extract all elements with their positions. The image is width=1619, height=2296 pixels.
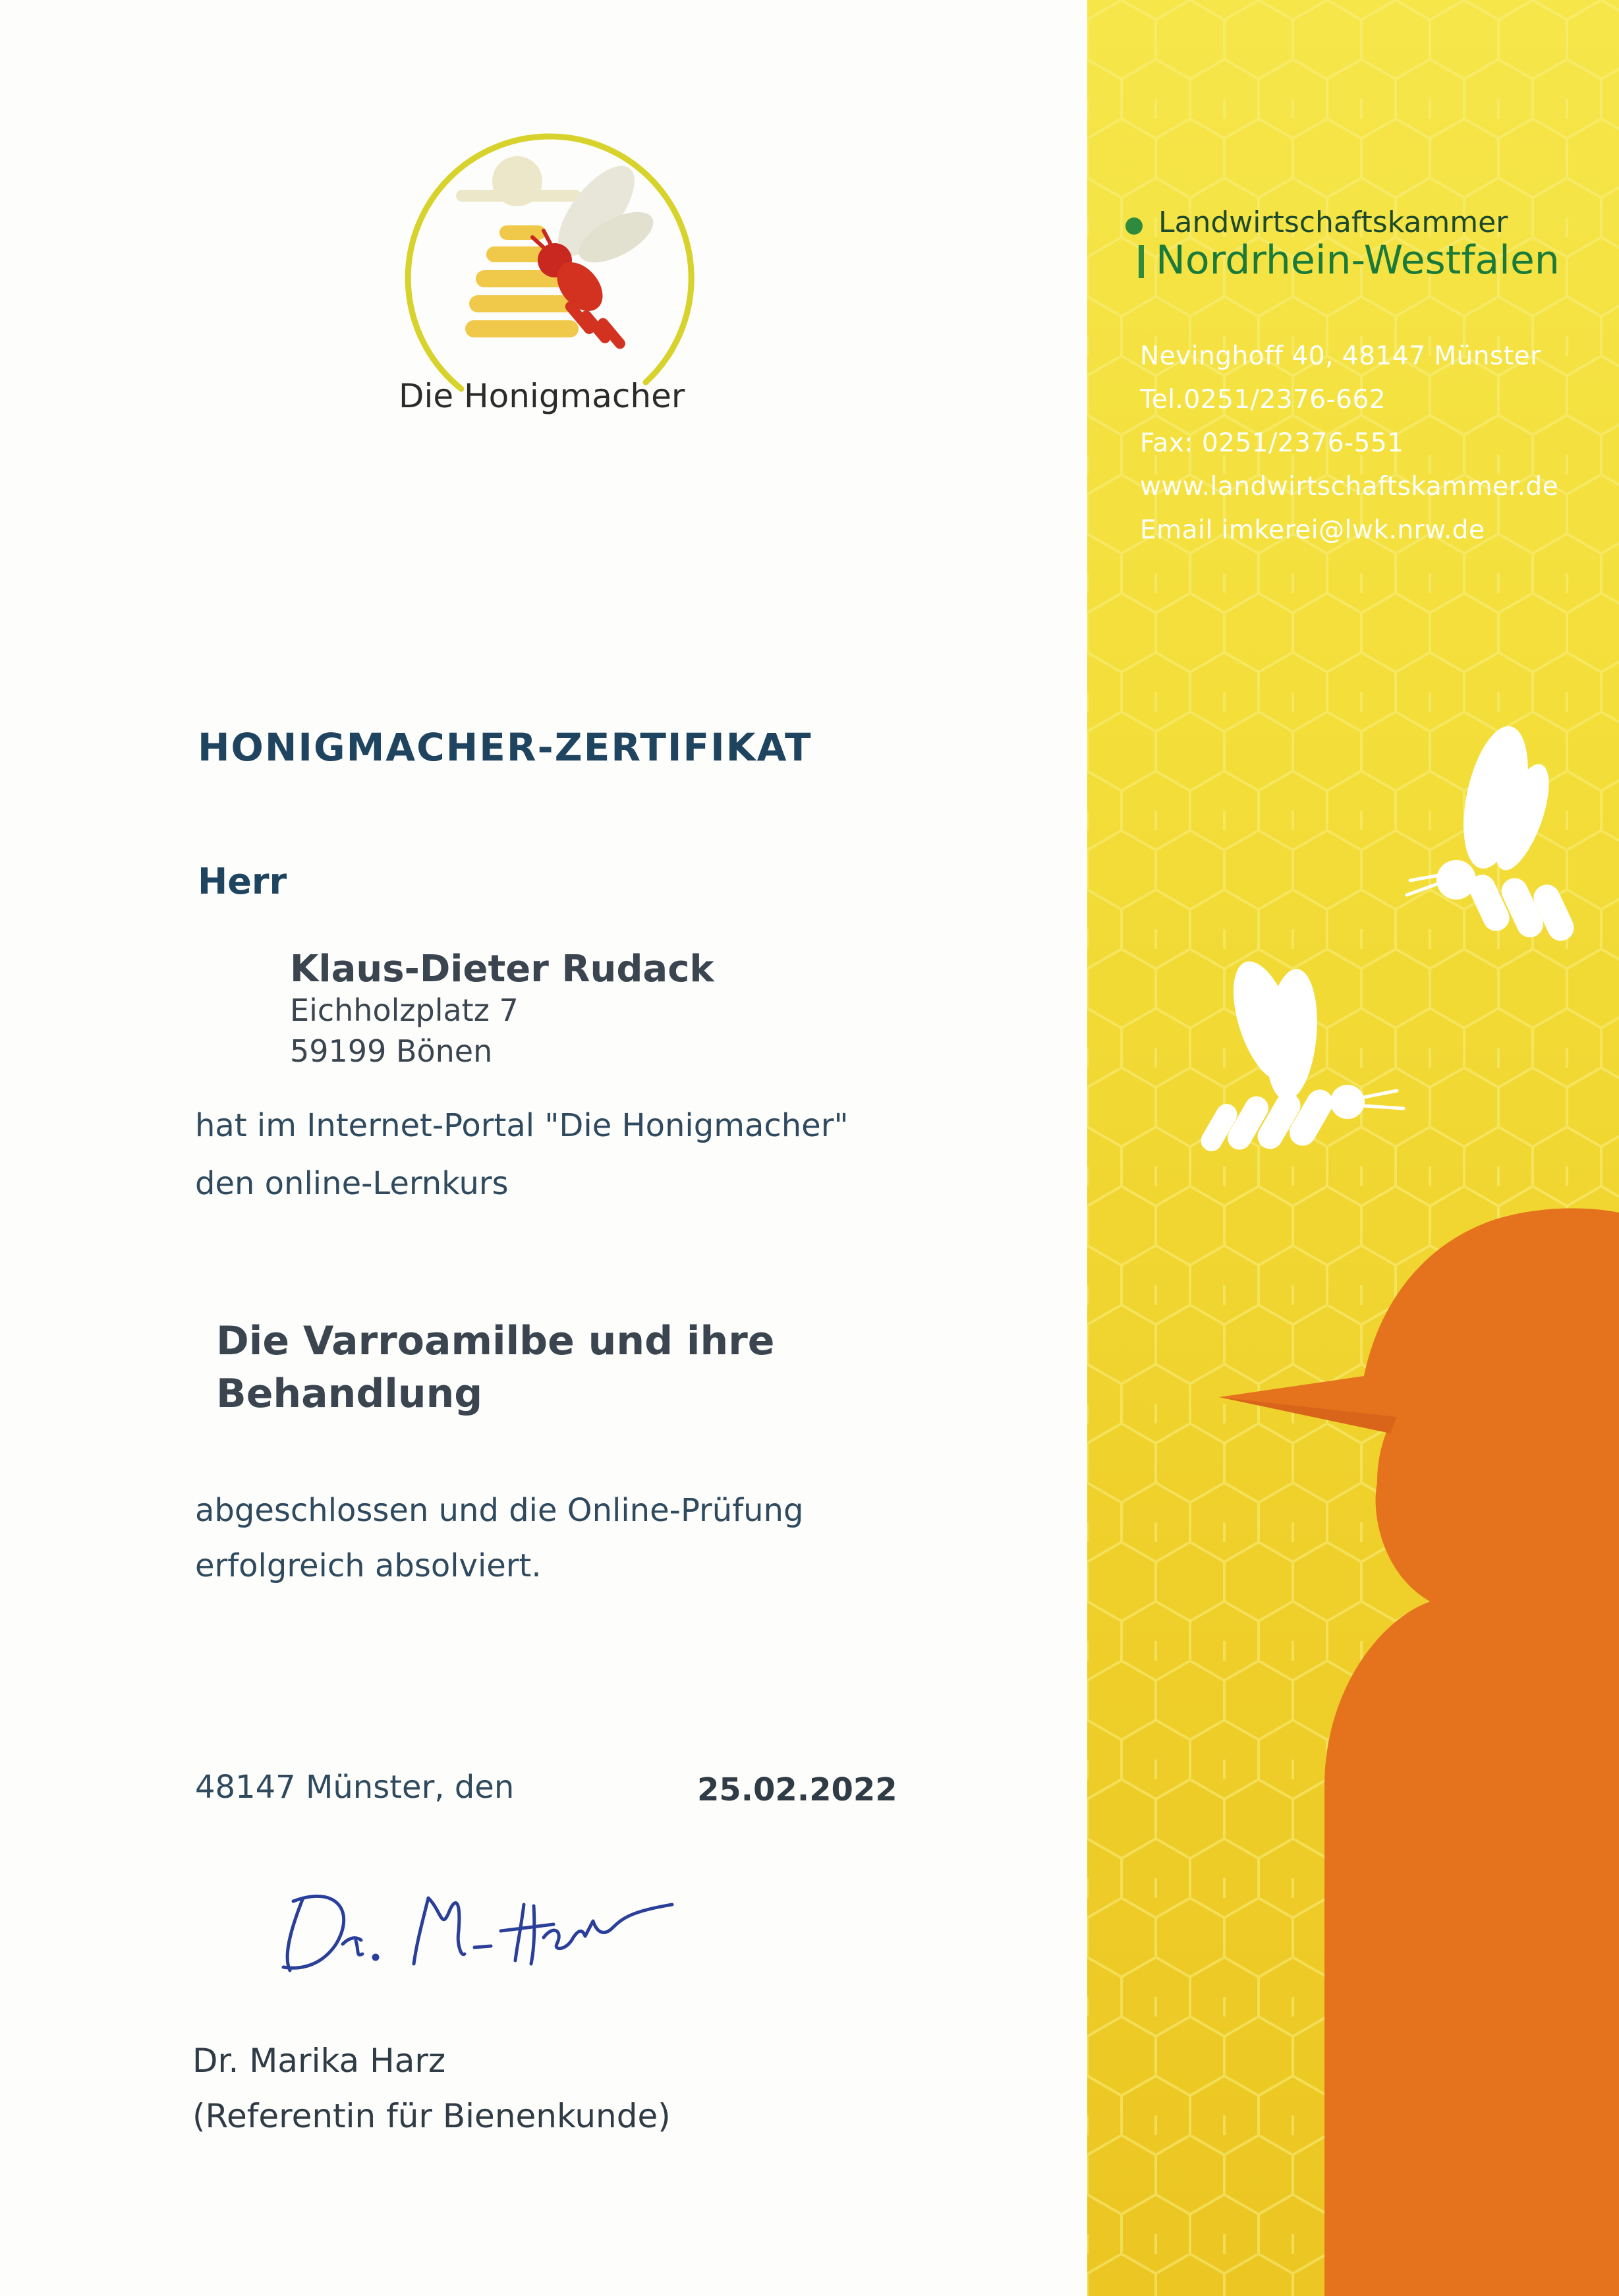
course-title-line-2: Behandlung: [216, 1371, 483, 1417]
recipient-name: Klaus-Dieter Rudack: [290, 948, 714, 990]
bee-bottom-icon: [1186, 956, 1423, 1180]
logo-caption: Die Honigmacher: [399, 377, 685, 415]
handwritten-signature-icon: [264, 1858, 725, 1990]
bee-top-icon: [1371, 725, 1608, 962]
issue-date: 25.02.2022: [697, 1771, 897, 1808]
place-label: 48147 Münster, den: [195, 1769, 515, 1806]
lwk-logo-dot-icon: [1125, 217, 1143, 235]
beekeeper-silhouette-icon: [1219, 1206, 1619, 2296]
contact-website: www.landwirtschaftskammer.de: [1140, 472, 1559, 502]
organization-name-line1: Landwirtschaftskammer: [1158, 206, 1508, 239]
salutation: Herr: [198, 861, 287, 902]
organization-name-line2: Nordrhein-Westfalen: [1156, 237, 1560, 283]
contact-address: Nevinghoff 40, 48147 Münster: [1140, 341, 1541, 371]
result-line-1: abgeschlossen und die Online-Prüfung: [195, 1492, 804, 1529]
signatory-role: (Referentin für Bienenkunde): [192, 2097, 671, 2135]
intro-line-1: hat im Internet-Portal "Die Honigmacher": [195, 1107, 849, 1144]
recipient-city: 59199 Bönen: [290, 1033, 493, 1069]
contact-phone: Tel.0251/2376-662: [1140, 385, 1386, 415]
contact-fax: Fax: 0251/2376-551: [1140, 428, 1404, 458]
course-title-line-1: Die Varroamilbe und ihre: [216, 1318, 775, 1364]
intro-line-2: den online-Lernkurs: [195, 1165, 509, 1202]
result-line-2: erfolgreich absolviert.: [195, 1547, 542, 1584]
contact-email: Email imkerei@lwk.nrw.de: [1140, 515, 1485, 545]
recipient-street: Eichholzplatz 7: [290, 992, 519, 1028]
certificate-title: HONIGMACHER-ZERTIFIKAT: [198, 725, 812, 770]
lwk-logo-bar-icon: [1139, 245, 1144, 278]
signatory-name: Dr. Marika Harz: [192, 2042, 446, 2080]
side-panel: [1087, 0, 1619, 2296]
